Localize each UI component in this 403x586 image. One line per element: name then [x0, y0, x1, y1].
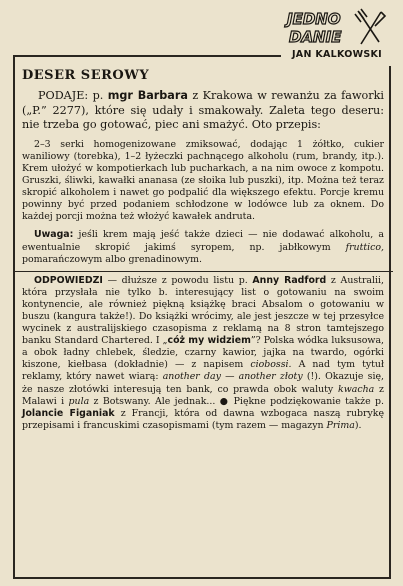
- recipe-paragraph: 2–3 serki homogenizowane zmiksować, dodając 1 żółtko, cukier waniliowy (torebka), 1–2 łyżeczki pachnącego alkoholu (rum, brandy, itp.). Krem ułożyć w kompotierkach lub pucharkach, a na nim owoce z kompotu. Gruszki, śliwki, kawałki ananasa (ze słoika lub puszki), itp. Można też teraz skropić alkoholem i nawet go podpalić dla większego efektu. Porcje kremu powinny być przed podaniem schłodzone w lodówce lub za oknem. Do każdej porcji można też włożyć kawałek andruta.: [22, 138, 384, 223]
- section-divider: [13, 271, 393, 272]
- article-title: DESER SEROWY: [22, 68, 150, 83]
- answers-paragraph: ODPOWIEDZI — dłuższe z powodu listu p. Anny Radford z Australii, która przysłała nie tylko b. interesujący list o gotowaniu na swoim kontynencie, ale również piękną książkę braci Absalom o gotowaniu w buszu (kangura także!). Do książki wrócimy, ale jest jeszcze w tej przesyłce wycinek z australijskiego czasopisma z reklamą na 8 stron tamtejszego banku Standard Chartered. I „cóż my widziem”? Polska wódka luksusowa, a obok ładny chlebek, śledzie, czarny kawior, jajka na twardo, ogórki kiszone, kiełbasa (dokładnie) — z napisem ciobossi. A nad tym tytuł reklamy, który nawet wiarą: another day — another złoty (!). Okazuje się, że nasze złotówki interesują ten bank, co prawda obok waluty kwacha z Malawi i pula z Botswany. Ale jednak... ● Piękne podziękowanie także p. Jolancie Figaniak z Francji, która od dawna wzbogaca naszą rubrykę przepisami i francuskimi czasopismami (tym razem — magazyn Prima).: [22, 274, 385, 431]
- answers-label: ODPOWIEDZI: [34, 274, 103, 286]
- article-body: [22, 68, 384, 432]
- intro-paragraph: PODAJE: p. mgr Barbara z Krakowa w rewanżu za faworki („P.” 2277), które się udały i smakowały. Zaleta tego deseru: nie trzeba go gotować, piec ani smażyć. Oto przepis:: [22, 89, 384, 132]
- reader-name-1: Anny Radford: [252, 274, 327, 286]
- warning-paragraph: Uwaga: jeśli krem mają jeść także dzieci — nie dodawać alkoholu, a ewentualnie skropić jakimś syropem, np. jabłkowym fruttico, pomarańczowym albo grenadinowym.: [22, 229, 384, 265]
- column-author: JAN KALKOWSKI: [291, 49, 383, 60]
- warning-label: Uwaga:: [34, 229, 74, 241]
- fork-knife-icon: [281, 6, 393, 50]
- column-logo: [281, 6, 393, 66]
- svg-text:JEDNO: JEDNO: [287, 10, 341, 28]
- reader-name-2: Jolancie Figaniak: [22, 407, 115, 419]
- author-name: mgr Barbara: [107, 89, 188, 102]
- svg-text:DANIE: DANIE: [289, 28, 342, 46]
